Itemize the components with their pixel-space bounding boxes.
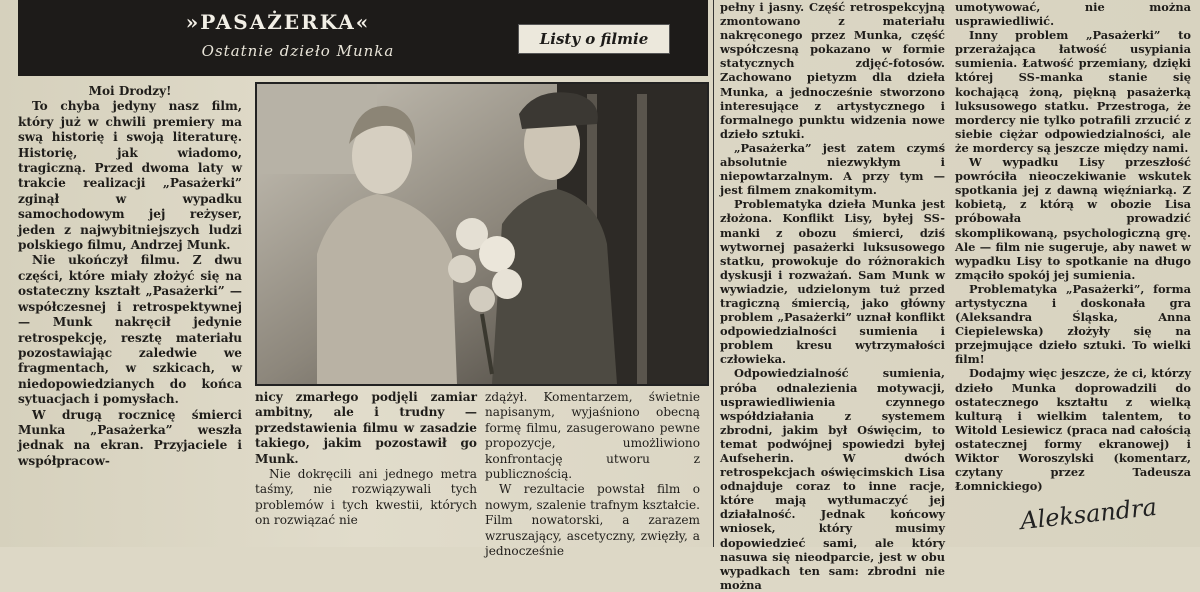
paragraph: pełny i jasny. Część retrospekcyjną zmontowano z materiału nakręconego przez Munka, część współczesną pokazano w formie statycznych zdjęć-fotosów. Zachowano pietyzm dla dzieła Munka, a jednocześnie stworzono interesujące z artystycznego i formalnego punktu widzenia nowe dzieło sztuki. (720, 0, 945, 141)
article-header (18, 0, 708, 76)
paragraph: W drugą rocznicę śmierci Munka „Pasażerka” weszła jednak na ekran. Przyjaciele i współpracow- (18, 407, 242, 468)
paragraph: To chyba jedyny nasz film, który już w chwili premiery ma swą historię i swoją literaturę. Historię, jak wiadomo, tragiczną. Przed dwoma laty w trakcie realizacji „Pasażerki” zginął w wypadku samochodowym jej reżyser, jeden z najwybitniejszych ludzi polskiego filmu, Andrzej Munk. (18, 99, 242, 253)
paragraph: Nie dokręcili ani jednego metra taśmy, nie rozwiązywali tych problemów i tych kwestii, których on rozwiązać nie (255, 467, 477, 528)
paragraph: Nie ukończył filmu. Z dwu części, które miały złożyć się na ostateczny kształt „Pasażerki” — współczesnej i retrospektywnej — Munk nakręcił jedynie retrospekcję, resztę materiału pozostawiając zaledwie we fragmentach, w szkicach, w niedopowiedzianych do końca sytuacjach i pomysłach. (18, 253, 242, 407)
column-divider (713, 0, 714, 547)
column-2 (255, 390, 477, 529)
paragraph: umotywować, nie można usprawiedliwić. (955, 0, 1191, 29)
paragraph: Problematyka „Pasażerki”, forma artystyczna i doskonała gra (Aleksandra Śląska, Anna Ciepielewska) złożyły się na przejmujące dzieło sztuki. To wielki film! (955, 281, 1191, 367)
article-subtitle: Ostatnie dzieło Munka (201, 42, 395, 60)
salutation: Moi Drodzy! (88, 84, 172, 98)
column-3 (485, 390, 700, 559)
paragraph: zdążył. Komentarzem, świetnie napisanym, wyjaśniono obecną formę filmu, zasugerowano pewne propozycje, umożliwiono konfrontację utworu z publicznością. (485, 390, 700, 482)
paragraph: Dodajmy więc jeszcze, że ci, którzy dzieło Munka doprowadzili do ostatecznego kształtu z wielką kulturą i wielkim talentem, to Witold Lesiewicz (praca nad całością ostatecznej formy ekranowej) i Wiktor Woroszylski (komentarz, czytany przez Tadeusza Łomnickiego) (955, 366, 1191, 494)
column-1 (18, 84, 242, 469)
article-title: »PASAŻERKA« (185, 10, 371, 34)
paragraph: Odpowiedzialność sumienia, próba odnalezienia motywacji, usprawiedliwienia czynnego współdziałania z systemem zbrodni, jakim był Oświęcim, to temat podwójnej spowiedzi byłej Aufseherin. W dwóch retrospekcjach oświęcimskich Lisa odnajduje coraz to inne racje, które mają wytłumaczyć jej działalność. Jednak końcowy wniosek, który musimy dopowiedzieć sami, ale który nasuwa się nieodparcie, jest w obu wypadkach ten sam: zbrodni nie można (720, 366, 945, 592)
paragraph: nicy zmarłego podjęli zamiar ambitny, ale i trudny — przedstawienia filmu w zasadzie takiego, jakim pozostawił go Munk. (255, 390, 477, 466)
column-4 (720, 0, 945, 592)
film-still-photo (255, 82, 709, 386)
paragraph: Problematyka dzieła Munka jest złożona. Konflikt Lisy, byłej SS-manki z obozu śmierci, dziś wytwornej pasażerki luksusowego statku, prowokuje do różnorakich dyskusji i rozważań. Sam Munk w wywiadzie, udzielonym tuż przed tragiczną śmiercią, jako główny problem „Pasażerki” uznał konflikt odpowiedzialności sumienia i problem kresu wytrzymałości człowieka. (720, 197, 945, 367)
paragraph: W wypadku Lisy przeszłość powróciła nieoczekiwanie wskutek spotkania jej z dawną więźniarką. Z kobietą, z którą w obozie Lisa próbowała prowadzić skomplikowaną, psychologiczną grę. Ale — film nie sugeruje, aby nawet w wypadku Lisy to spotkanie na długo zmąciło spokój jej sumienia. (955, 155, 1191, 282)
column-5 (955, 0, 1191, 493)
author-signature: Aleksandra (1018, 492, 1159, 536)
paragraph: Inny problem „Pasażerki” to przerażająca łatwość usypiania sumienia. Łatwość przemiany, dzięki której SS-manka stanie się kochającą żoną, piękną pasażerką luksusowego statku. Przestroga, że mordercy nie tylko potrafili zrzucić z siebie ciężar odpowiedzialności, ale że mordercy są jeszcze między nami. (955, 28, 1191, 155)
column-rubric: Listy o filmie (518, 24, 670, 54)
paragraph: W rezultacie powstał film o nowym, szalenie trafnym kształcie. Film nowatorski, a zarazem wzruszający, ascetyczny, zwięzły, a jednocześnie (485, 482, 700, 559)
paragraph: „Pasażerka” jest zatem czymś absolutnie niezwykłym i niepowtarzalnym. A przy tym — jest filmem znakomitym. (720, 140, 945, 198)
